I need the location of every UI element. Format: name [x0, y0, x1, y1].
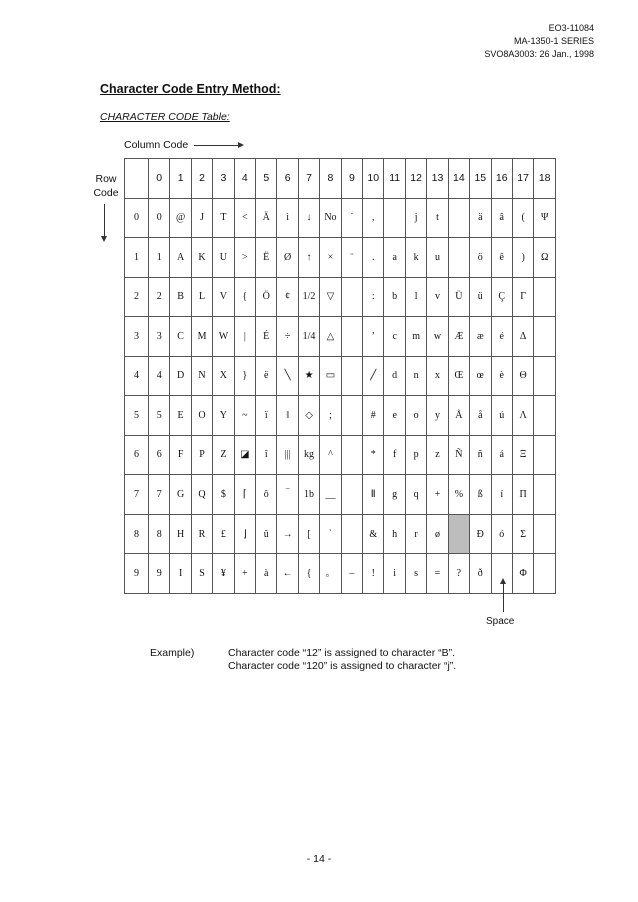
character-cell: D: [170, 356, 191, 396]
character-cell: A: [170, 238, 191, 278]
character-cell: q: [405, 475, 426, 515]
character-cell: –: [341, 554, 362, 594]
character-cell: Ω: [534, 238, 556, 278]
character-cell: ü: [470, 277, 491, 317]
column-header: 3: [213, 159, 234, 199]
character-cell: ↓: [298, 198, 319, 238]
character-cell: [448, 514, 469, 554]
character-code-table: [124, 158, 556, 594]
character-cell: [341, 435, 362, 475]
character-cell: (: [512, 198, 533, 238]
table-row: [125, 514, 556, 554]
character-cell: Ψ: [534, 198, 556, 238]
character-cell: #: [363, 396, 384, 436]
column-header: 15: [470, 159, 491, 199]
column-header: 14: [448, 159, 469, 199]
character-cell: ^: [320, 435, 341, 475]
table-row: [125, 277, 556, 317]
character-cell: [341, 514, 362, 554]
character-cell: [341, 475, 362, 515]
character-cell: 0: [149, 198, 170, 238]
character-cell: k: [405, 238, 426, 278]
table-row: [125, 396, 556, 436]
row-header: 9: [125, 554, 149, 594]
column-header: 11: [384, 159, 405, 199]
character-cell: Σ: [512, 514, 533, 554]
row-header: 0: [125, 198, 149, 238]
row-header: 1: [125, 238, 149, 278]
character-cell: ▽: [320, 277, 341, 317]
character-cell: [534, 356, 556, 396]
character-cell: x: [427, 356, 448, 396]
character-cell: ó: [491, 514, 512, 554]
character-cell: î: [256, 435, 277, 475]
row-header: 3: [125, 317, 149, 357]
character-cell: n: [405, 356, 426, 396]
character-cell: Φ: [512, 554, 533, 594]
character-cell: t: [427, 198, 448, 238]
character-cell: Δ: [512, 317, 533, 357]
character-cell: $: [213, 475, 234, 515]
character-cell: +: [427, 475, 448, 515]
character-cell: Ð: [470, 514, 491, 554]
character-cell: â: [491, 198, 512, 238]
character-cell: L: [191, 277, 212, 317]
character-cell: r: [405, 514, 426, 554]
table-row: [125, 435, 556, 475]
character-cell: ð: [470, 554, 491, 594]
character-cell: ‖: [277, 396, 298, 436]
character-cell: û: [256, 514, 277, 554]
character-cell: w: [427, 317, 448, 357]
character-cell: à: [256, 554, 277, 594]
character-cell: Å: [448, 396, 469, 436]
character-cell: 1: [149, 238, 170, 278]
table-row: [125, 554, 556, 594]
character-cell: Ë: [256, 238, 277, 278]
character-cell: [491, 554, 512, 594]
character-cell: 9: [149, 554, 170, 594]
column-header: 10: [363, 159, 384, 199]
character-cell: Ü: [448, 277, 469, 317]
column-header: 7: [298, 159, 319, 199]
row-header: 5: [125, 396, 149, 436]
character-cell: @: [170, 198, 191, 238]
character-cell: X: [213, 356, 234, 396]
character-cell: △: [320, 317, 341, 357]
character-cell: Ñ: [448, 435, 469, 475]
character-cell: 5: [149, 396, 170, 436]
character-cell: ú: [491, 396, 512, 436]
column-header: 18: [534, 159, 556, 199]
character-cell: [534, 396, 556, 436]
character-cell: h: [384, 514, 405, 554]
character-cell: ñ: [470, 435, 491, 475]
character-cell: |: [234, 317, 255, 357]
character-cell: F: [170, 435, 191, 475]
character-cell: é: [491, 317, 512, 357]
character-cell: ◇: [298, 396, 319, 436]
character-cell: Ξ: [512, 435, 533, 475]
character-cell: m: [405, 317, 426, 357]
character-cell: ë: [256, 356, 277, 396]
character-cell: ×: [320, 238, 341, 278]
character-cell: u: [427, 238, 448, 278]
character-cell: ;: [320, 396, 341, 436]
character-cell: á: [491, 435, 512, 475]
doc-series: MA-1350-1 SERIES: [513, 36, 594, 46]
character-cell: R: [191, 514, 212, 554]
character-cell: =: [427, 554, 448, 594]
character-cell: o: [405, 396, 426, 436]
character-cell: ╲: [277, 356, 298, 396]
character-cell: ô: [256, 475, 277, 515]
character-cell: v: [427, 277, 448, 317]
character-cell: [341, 277, 362, 317]
character-cell: ÷: [277, 317, 298, 357]
character-cell: >: [234, 238, 255, 278]
character-cell: ←: [277, 554, 298, 594]
character-cell: Ⅱ: [363, 475, 384, 515]
character-cell: ↑: [298, 238, 319, 278]
table-row: [125, 198, 556, 238]
character-cell: J: [191, 198, 212, 238]
character-cell: ,: [363, 198, 384, 238]
down-arrow-icon: [104, 204, 105, 240]
character-cell: í: [491, 475, 512, 515]
column-header: 8: [320, 159, 341, 199]
table-row: [125, 238, 556, 278]
example-label: Example): [150, 647, 195, 659]
column-header: 1: [170, 159, 191, 199]
character-cell: l: [405, 277, 426, 317]
character-cell: W: [213, 317, 234, 357]
character-cell: kg: [298, 435, 319, 475]
character-cell: ◪: [234, 435, 255, 475]
character-cell: æ: [470, 317, 491, 357]
column-header: 4: [234, 159, 255, 199]
column-code-text: Column Code: [124, 139, 189, 151]
character-cell: B: [170, 277, 191, 317]
character-cell: j: [405, 198, 426, 238]
doc-number: EO3-11084: [548, 23, 594, 33]
character-cell: *: [363, 435, 384, 475]
character-cell: e: [384, 396, 405, 436]
character-cell: d: [384, 356, 405, 396]
character-cell: y: [427, 396, 448, 436]
character-cell: Ø: [277, 238, 298, 278]
character-cell: ˙: [341, 198, 362, 238]
character-cell: É: [256, 317, 277, 357]
character-cell: +: [234, 554, 255, 594]
character-cell: T: [213, 198, 234, 238]
character-cell: Γ: [512, 277, 533, 317]
column-header: 17: [512, 159, 533, 199]
row-header: 2: [125, 277, 149, 317]
character-cell: ê: [491, 238, 512, 278]
character-cell: Λ: [512, 396, 533, 436]
character-cell: [534, 475, 556, 515]
column-header: 0: [149, 159, 170, 199]
character-cell: Y: [213, 396, 234, 436]
character-cell: è: [491, 356, 512, 396]
character-cell: U: [213, 238, 234, 278]
character-cell: ’: [363, 317, 384, 357]
corner-cell: [125, 159, 149, 199]
character-cell: å: [470, 396, 491, 436]
character-cell: I: [170, 554, 191, 594]
character-cell: 1/4: [298, 317, 319, 357]
column-header: 6: [277, 159, 298, 199]
character-cell: 1/2: [298, 277, 319, 317]
up-arrow-icon: [503, 580, 504, 612]
character-cell: [448, 238, 469, 278]
character-cell: [534, 554, 556, 594]
character-cell: Θ: [512, 356, 533, 396]
table-row: [125, 317, 556, 357]
character-cell: 6: [149, 435, 170, 475]
character-cell: G: [170, 475, 191, 515]
character-cell: M: [191, 317, 212, 357]
character-cell: Z: [213, 435, 234, 475]
character-cell: O: [191, 396, 212, 436]
page-number: - 14 -: [306, 853, 332, 865]
character-cell: 3: [149, 317, 170, 357]
character-cell: [534, 514, 556, 554]
character-cell: [448, 198, 469, 238]
character-cell: ¢: [277, 277, 298, 317]
character-cell: c: [384, 317, 405, 357]
page-title: Character Code Entry Method:: [100, 82, 281, 96]
character-cell: 。: [320, 554, 341, 594]
character-cell: ö: [470, 238, 491, 278]
character-cell: ?: [448, 554, 469, 594]
character-cell: Ç: [491, 277, 512, 317]
character-cell: K: [191, 238, 212, 278]
character-cell: [341, 317, 362, 357]
character-cell: ★: [298, 356, 319, 396]
character-cell: ø: [427, 514, 448, 554]
character-cell: œ: [470, 356, 491, 396]
character-cell: P: [191, 435, 212, 475]
character-cell: 1b: [298, 475, 319, 515]
character-cell: ¥: [213, 554, 234, 594]
column-code-label: [124, 139, 242, 151]
character-cell: z: [427, 435, 448, 475]
character-cell: f: [384, 435, 405, 475]
row-header: 7: [125, 475, 149, 515]
character-cell: Q: [191, 475, 212, 515]
character-cell: p: [405, 435, 426, 475]
character-cell: ä: [470, 198, 491, 238]
character-cell: E: [170, 396, 191, 436]
character-cell: !: [363, 554, 384, 594]
character-cell: ~: [234, 396, 255, 436]
character-cell: [: [298, 514, 319, 554]
character-cell: }: [234, 356, 255, 396]
doc-date: SVO8A3003: 26 Jan., 1998: [484, 49, 594, 59]
character-cell: 4: [149, 356, 170, 396]
table-row: [125, 356, 556, 396]
character-cell: g: [384, 475, 405, 515]
character-cell: [534, 277, 556, 317]
character-cell: ‾: [277, 475, 298, 515]
row-header: 4: [125, 356, 149, 396]
character-cell: No: [320, 198, 341, 238]
example-line: Character code “12” is assigned to character “B”.: [228, 647, 456, 659]
example-text: [228, 647, 456, 673]
character-cell: Ä: [256, 198, 277, 238]
character-cell: ⌋: [234, 514, 255, 554]
character-cell: Ö: [256, 277, 277, 317]
character-cell: ï: [256, 396, 277, 436]
character-cell: b: [384, 277, 405, 317]
column-header-row: [125, 159, 556, 199]
character-cell: %: [448, 475, 469, 515]
character-cell: Æ: [448, 317, 469, 357]
character-cell: Π: [512, 475, 533, 515]
character-cell: .: [363, 238, 384, 278]
character-cell: i: [384, 554, 405, 594]
column-header: 12: [405, 159, 426, 199]
example-line: Character code “120” is assigned to character “j”.: [228, 660, 457, 672]
character-cell: [534, 317, 556, 357]
character-cell: 2: [149, 277, 170, 317]
character-cell: [534, 435, 556, 475]
character-cell: ¨: [341, 238, 362, 278]
table-row: [125, 475, 556, 515]
character-cell: Œ: [448, 356, 469, 396]
character-cell: ß: [470, 475, 491, 515]
right-arrow-icon: [194, 145, 242, 146]
character-cell: ì: [277, 198, 298, 238]
character-cell: [341, 356, 362, 396]
character-cell: V: [213, 277, 234, 317]
column-header: 16: [491, 159, 512, 199]
column-header: 9: [341, 159, 362, 199]
character-cell: N: [191, 356, 212, 396]
character-cell: `: [320, 514, 341, 554]
character-cell: a: [384, 238, 405, 278]
character-cell: [341, 396, 362, 436]
column-header: 2: [191, 159, 212, 199]
character-cell: [384, 198, 405, 238]
space-label: Space: [486, 616, 515, 627]
character-cell: ╱: [363, 356, 384, 396]
row-code-label: Row Code: [93, 173, 119, 199]
character-cell: {: [234, 277, 255, 317]
column-header: 13: [427, 159, 448, 199]
column-header: 5: [256, 159, 277, 199]
character-cell: ): [512, 238, 533, 278]
character-cell: 7: [149, 475, 170, 515]
row-header: 8: [125, 514, 149, 554]
document-header: [484, 22, 594, 61]
table-subtitle: CHARACTER CODE Table:: [100, 111, 230, 123]
character-cell: S: [191, 554, 212, 594]
row-header: 6: [125, 435, 149, 475]
character-cell: 8: [149, 514, 170, 554]
character-cell: __: [320, 475, 341, 515]
character-cell: :: [363, 277, 384, 317]
character-cell: C: [170, 317, 191, 357]
character-cell: →: [277, 514, 298, 554]
character-cell: ▭: [320, 356, 341, 396]
character-cell: H: [170, 514, 191, 554]
character-cell: ⌈: [234, 475, 255, 515]
character-cell: |||: [277, 435, 298, 475]
character-cell: &: [363, 514, 384, 554]
character-cell: s: [405, 554, 426, 594]
character-cell: {: [298, 554, 319, 594]
character-cell: £: [213, 514, 234, 554]
character-cell: <: [234, 198, 255, 238]
